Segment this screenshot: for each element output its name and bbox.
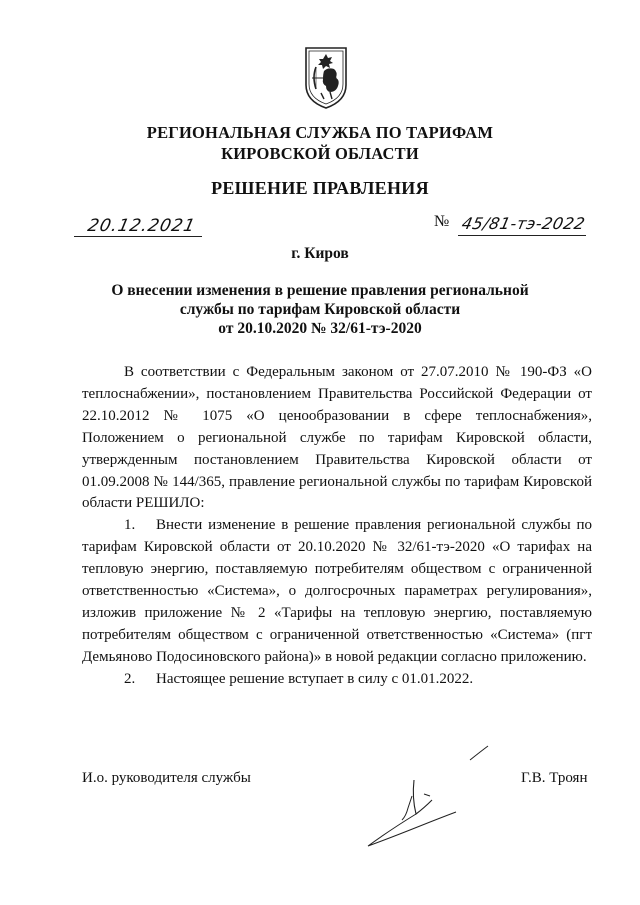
subject-line-3: от 20.10.2020 № 32/61-тэ-2020 [218, 320, 422, 337]
signer-name: Г.В. Троян [521, 770, 588, 786]
number-underline [458, 235, 586, 236]
item-text: Внести изменение в решение правления региональной службы по тарифам Кировской области от 20.10.2020 № 32/61-тэ-2020 «О тарифах на тепловую энергию, поставляемую потребителям обществом с ограниченной ответственностью «Система», о долгосрочных параметрах регулирования», изложив приложение № 2 «Тарифы на тепловую энергию, поставляемую потребителям обществом с ограниченной ответственностью «Система» (пгт Демьяново Подосиновского района)» в новой редакции согласно приложению. [82, 517, 592, 665]
item-number: 2. [124, 670, 136, 687]
document-date: 20.12.2021 [85, 216, 198, 236]
document-subject [0, 281, 640, 338]
item-text: Настоящее решение вступает в силу с 01.01.2022. [156, 670, 474, 687]
list-item [82, 669, 592, 691]
coat-of-arms-emblem [302, 45, 350, 111]
date-underline [74, 236, 202, 237]
document-type: РЕШЕНИЕ ПРАВЛЕНИЯ [211, 178, 429, 198]
preamble-paragraph: В соответствии с Федеральным законом от 27.07.2010 № 190-ФЗ «О теплоснабжении», постановлением Правительства Российской Федерации от 22.10.2012 № 1075 «О ценообразовании в сфере теплоснабжения», Положением о региональной службе по тарифам Кировской области, утвержденным постановлением Правительства Кировской области от 01.09.2008 № 144/365, правление региональной службы по тарифам Кировской области РЕШИЛО: [82, 364, 592, 512]
handwritten-signature [360, 738, 490, 858]
subject-line-1: О внесении изменения в решение правления региональной [111, 282, 529, 299]
city: г. Киров [291, 245, 349, 262]
kirov-coat-of-arms-icon [302, 45, 350, 111]
item-number: 1. [124, 517, 136, 534]
document-number: 45/81-тэ-2022 [459, 214, 588, 233]
organization-line-1: РЕГИОНАЛЬНАЯ СЛУЖБА ПО ТАРИФАМ [146, 123, 494, 142]
organization-name [0, 122, 640, 164]
number-label: № [434, 213, 450, 230]
signer-title: И.о. руководителя службы [82, 770, 251, 786]
organization-line-2: КИРОВСКОЙ ОБЛАСТИ [221, 144, 419, 163]
document-body [82, 362, 592, 691]
list-item [82, 515, 592, 668]
subject-line-2: службы по тарифам Кировской области [179, 301, 461, 318]
